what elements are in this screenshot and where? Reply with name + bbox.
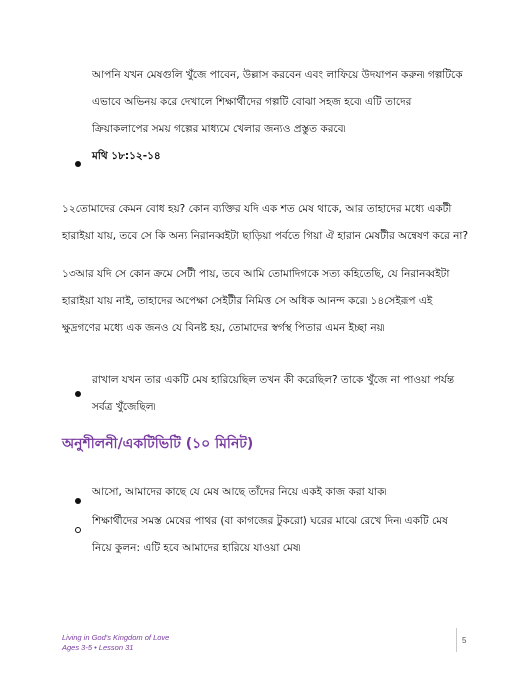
shepherd-question: রাখাল যখন তার একটি মেষ হারিয়েছিল তখন কী করেছিল? তাকে খুঁজে না পাওয়া পর্যন্ত সর্বত্র খুঁজেছিল৷	[92, 374, 455, 413]
bullet-dot-icon	[72, 489, 84, 508]
footer-title	[62, 633, 169, 653]
intro-paragraph: আপনি যখন মেষগুলি খুঁজে পাবেন, উল্লাস করবেন এবং লাফিয়ে উদযাপন করুন৷ গল্পটিকে এভাবে অভিনয় করে দেখালে শিক্ষার্থীদের গল্পটি বোঝা সহজ হবে৷ এটি তাদের ক্রিয়াকলাপের সময় গল্পের মাধ্যমে খেলার জন্যও প্রস্তুত করবে৷	[92, 69, 463, 135]
verse-12-paragraph: ১২তোমাদের কেমন বোধ হয়? কোন ব্যক্তির যদি এক শত মেষ থাকে, আর তাহাদের মধ্যে একটী হারাইয়া যায়, তবে সে কি অন্য নিরানব্বইটা ছাড়িয়া পর্বতে গিয়া ঐ হারান মেষটীর অন্বেষণ করে না?	[62, 203, 469, 242]
activity-heading: অনুশীলনী/একটিভিটি (১০ মিনিট)	[62, 436, 254, 452]
activity-item-1: আসো, আমাদের কাছে যে মেষ আছে তাঁদের নিয়ে একই কাজ করা যাক৷	[92, 486, 387, 498]
bullet-dot-icon	[72, 152, 84, 171]
bullet-circle-icon	[72, 518, 84, 537]
verse-reference: মথি ১৮:১২-১৪	[92, 150, 161, 162]
verse-13-14-paragraph: ১৩আর যদি সে কোন ক্রমে সেটী পায়, তবে আমি তোমাদিগকে সত্য কহিতেছি, যে নিরানব্বইটা হারাইয়া যায় নাই, তাহাদের অপেক্ষা সেইটীর নিমিত্ত সে অধিক আনন্দ করে৷ ১৪সেইরূপ এই ক্ষুদ্রগণের মধ্যে এক জনও যে বিনষ্ট হয়, তোমাদের স্বর্গস্থ পিতার এমন ইচ্ছা নয়৷	[62, 268, 450, 334]
footer-lesson-info: Ages 3-5 • Lesson 31	[62, 643, 134, 652]
activity-item-2: শিক্ষার্থীদের সমস্ত মেষের পাথর (বা কাগজের টুকরো) ঘরের মাঝে রেখে দিন৷ একটি মেষ নিয়ে কুলন: এটি হবে আমাদের হারিয়ে যাওয়া মেষ৷	[92, 515, 448, 554]
page-number: 5	[462, 636, 467, 645]
footer-course-title: Living in God's Kingdom of Love	[62, 633, 170, 642]
footer-divider	[456, 628, 457, 652]
bullet-dot-icon	[72, 382, 84, 401]
